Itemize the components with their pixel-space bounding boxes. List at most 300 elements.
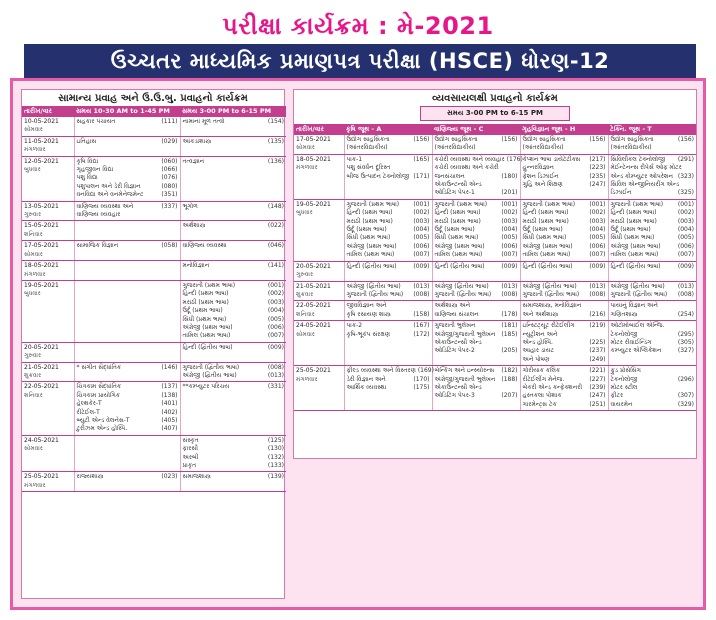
- subject-name: ફારસી: [182, 445, 198, 453]
- schedule-cell: [520, 301, 608, 321]
- subject-code: (007): [677, 251, 694, 259]
- subject-line: [523, 181, 606, 189]
- table-row: [22, 136, 286, 156]
- table-row: [294, 301, 696, 321]
- subject-name: વાણિજ્ય વ્યવહાર: [76, 211, 121, 219]
- subject-name: એકાઉન્ટન્સી એન્ડ: [434, 383, 482, 391]
- subject-name: ઉર્દૂ (પ્રથમ ભાષા): [610, 226, 651, 234]
- subject-code: (227): [589, 375, 606, 383]
- subject-line: [611, 209, 695, 217]
- page-title: પરીક્ષા કાર્યક્રમ : મે-2021: [222, 12, 494, 40]
- subject-code: (182): [501, 367, 518, 375]
- subject-name: કચેરી વ્યવસ્થા અને વ્યવહાર: [434, 155, 505, 163]
- subject-name: મોટર રીવાઈન્ડિંગ: [610, 338, 652, 346]
- subject-name: ઇતિહાસ: [76, 137, 97, 145]
- subject-code: (002): [677, 209, 694, 217]
- schedule-cell: [608, 261, 696, 281]
- schedule-cell: [608, 301, 696, 321]
- schedule-cell: [432, 281, 520, 301]
- subject-code: (002): [413, 209, 430, 217]
- subject-name: હિન્દી (પ્રથમ ભાષા): [522, 209, 569, 217]
- subject-name: ગુજરાતી (દ્વિતીય ભાષા): [434, 290, 492, 298]
- subject-code: (239): [589, 383, 606, 391]
- subject-name: ઉર્દૂ (પ્રથમ ભાષા): [182, 307, 223, 315]
- subject-name: બીજ ઉત્પાદન ટેક્નોલોજી: [346, 172, 410, 180]
- subject-line: [77, 473, 178, 481]
- subject-name: એન્ડ કોમ્પ્યુટર ઓપરેશન: [610, 172, 673, 180]
- subject-code: (002): [267, 290, 284, 298]
- exam-day: શુક્રવાર: [296, 290, 314, 298]
- table-row: [22, 342, 286, 362]
- subject-line: [611, 144, 695, 152]
- subject-code: (013): [267, 371, 284, 379]
- subject-name: હિન્દી (પ્રથમ ભાષા): [182, 290, 229, 298]
- subject-line: [523, 234, 606, 242]
- subject-name: ગોરીયાક કલિક: [522, 367, 561, 375]
- subject-code: [428, 164, 430, 172]
- subject-code: (058): [161, 242, 178, 250]
- subject-name: કૃષિ રસાયણ શાસ્ત્ર: [346, 310, 391, 318]
- subject-line: [523, 376, 606, 384]
- schedule-cell: [74, 362, 180, 382]
- subject-code: (013): [413, 282, 430, 290]
- subject-code: (249): [589, 355, 606, 363]
- subject-line: [523, 291, 606, 299]
- table-row: [294, 321, 696, 366]
- subject-code: [692, 302, 694, 310]
- subject-name: કમ્પ્યુટર એપ્લિકેશન: [610, 347, 662, 355]
- subject-name: જનસંચાલન: [434, 172, 465, 180]
- subject-code: (001): [413, 200, 430, 208]
- subject-code: (169): [417, 367, 434, 375]
- subject-name: વાયરમેન: [610, 400, 633, 408]
- subject-code: (223): [589, 164, 606, 172]
- subject-line: [435, 322, 518, 330]
- subject-name: અંગ્રેજી (દ્વિતીય ભાષા): [522, 282, 577, 290]
- vocational-stream-heading: વ્યવસાયલક્ષી પ્રવાહનો કાર્યક્રમ: [432, 93, 558, 104]
- exam-day: શનિવાર: [24, 391, 43, 399]
- subject-code: [428, 302, 430, 310]
- subject-code: (254): [677, 310, 694, 318]
- subject-line: [611, 234, 695, 242]
- subject-line: [435, 218, 518, 226]
- subject-name: સિવિલ એન્જીનિયરીંગ એન્ડ: [610, 181, 680, 189]
- subject-name: તામિલ (પ્રથમ ભાષા): [182, 332, 231, 340]
- subject-name: અંગ્રેજી/ગુજરાતી ભુલેખન: [434, 375, 496, 383]
- subject-name: રાજ્યશાસ્ત્ર: [76, 473, 104, 481]
- subject-line: [611, 367, 695, 375]
- subject-code: (225): [589, 338, 606, 346]
- subject-code: (165): [413, 155, 430, 163]
- subject-name: જીવવિજ્ઞાન અને: [346, 302, 387, 310]
- subject-code: (080): [161, 182, 178, 190]
- subject-code: (156): [677, 136, 694, 143]
- subject-code: (023): [161, 473, 178, 481]
- subject-name: ફુડ પ્રોસેસિંગ: [610, 367, 641, 375]
- subject-line: [435, 311, 518, 319]
- subject-name: અંગ્રેજી (પ્રથમ ભાષા): [522, 242, 573, 250]
- subject-code: (133): [267, 462, 284, 470]
- subject-line: [611, 347, 695, 355]
- subject-code: (001): [501, 200, 518, 208]
- schedule-cell: [344, 281, 432, 301]
- subject-name: સામાજિક વિજ્ઞાન: [76, 242, 119, 250]
- schedule-cell: [74, 280, 180, 342]
- exam-date: 19-05-2021: [24, 281, 59, 289]
- exam-date: 18-05-2021: [296, 155, 331, 163]
- exam-date: 22-05-2021: [24, 383, 59, 391]
- subject-line: [523, 302, 606, 310]
- subject-name: મનોવિજ્ઞાન: [182, 262, 210, 270]
- subject-code: (009): [413, 262, 430, 270]
- subject-line: [77, 242, 178, 250]
- subject-code: (158): [413, 310, 430, 318]
- subject-line: [611, 331, 695, 339]
- subject-name: સિંધી (પ્રથમ ભાષા): [182, 315, 227, 323]
- subject-line: [523, 339, 606, 347]
- subject-line: [347, 302, 430, 310]
- subject-line: [183, 138, 285, 146]
- subject-name: પશુ વિદ્યા: [76, 174, 98, 182]
- schedule-cell: [344, 199, 432, 261]
- subject-name: ફીટર: [610, 392, 624, 400]
- subject-code: (156): [413, 136, 430, 143]
- subject-line: [611, 263, 695, 271]
- subject-name: સમાજશાસ્ત્ર: [182, 473, 211, 481]
- subject-line: [183, 473, 285, 481]
- subject-name: ટેકનોલોજી: [610, 330, 638, 338]
- subject-code: [516, 302, 518, 310]
- subject-code: (046): [267, 242, 284, 250]
- subject-code: (005): [501, 234, 518, 242]
- subject-name: ગુજરાતી (પ્રથમ ભાષા): [346, 200, 400, 208]
- schedule-cell: [74, 472, 180, 492]
- schedule-cell: [520, 154, 608, 199]
- exam-date: 25-05-2021: [24, 473, 59, 481]
- subject-code: (002): [589, 209, 606, 217]
- subject-line: [183, 445, 285, 453]
- col-date: તારીખ/વાર: [22, 106, 74, 117]
- date-cell: [22, 261, 74, 281]
- subject-code: (154): [267, 118, 284, 125]
- date-cell: [294, 261, 344, 281]
- exam-day: બુધવાર: [24, 290, 41, 298]
- schedule-cell: [608, 135, 696, 154]
- exam-date: 15-05-2021: [24, 222, 59, 230]
- subject-code: (004): [589, 226, 606, 234]
- subject-name: હિન્દી (પ્રથમ ભાષા): [610, 209, 657, 217]
- subject-name: અર્થશાસ્ત્ર અને: [434, 302, 471, 310]
- subject-name: **કમ્પ્યુટર પરિચય: [182, 383, 230, 391]
- subject-line: [77, 138, 178, 146]
- subject-code: [692, 144, 694, 152]
- general-stream-heading: સામાન્ય પ્રવાહ અને ઉ.ઉ.બુ. પ્રવાહનો કાર્યક્રમ: [58, 93, 248, 104]
- subject-code: [516, 164, 518, 172]
- subject-line: [435, 209, 518, 217]
- subject-line: [183, 242, 285, 250]
- subject-code: [604, 144, 606, 152]
- subject-code: (003): [589, 217, 606, 225]
- subject-line: [77, 364, 178, 372]
- subject-line: [183, 316, 285, 324]
- schedule-cell: [432, 261, 520, 281]
- subject-code: (305): [677, 338, 694, 346]
- date-cell: [22, 136, 74, 156]
- subject-name: કેપ્શન ભાષા ડાયેટેટીક્સ: [522, 155, 581, 163]
- subject-line: [347, 201, 430, 209]
- subject-line: [183, 462, 285, 470]
- subject-code: (141): [267, 262, 284, 270]
- exam-date: 13-05-2021: [24, 202, 59, 210]
- subject-line: [347, 173, 430, 181]
- subject-code: (001): [589, 200, 606, 208]
- subject-line: [435, 367, 518, 375]
- schedule-cell: [520, 261, 608, 281]
- date-cell: [294, 321, 344, 366]
- vocational-time-badge: સમય 3-00 PM to 6-15 PM: [420, 106, 570, 121]
- table-row: [294, 261, 696, 281]
- subject-name: ઉર્દૂ (પ્રથમ ભાષા): [434, 226, 475, 234]
- table-row: [22, 221, 286, 241]
- subject-name: ગારમેન્ટ્સ ટેક: [522, 400, 557, 408]
- subject-name: હિન્દી (પ્રથમ ભાષા): [346, 209, 393, 217]
- subject-line: [77, 400, 178, 408]
- subject-code: (217): [589, 155, 606, 163]
- schedule-frame: [10, 78, 706, 610]
- subject-name: તામિલ (પ્રથમ ભાષા): [610, 251, 659, 259]
- subject-name: અને અર્થશાસ્ત્ર: [522, 310, 559, 318]
- table-row: [294, 154, 696, 199]
- schedule-cell: [180, 362, 286, 382]
- subject-name: ઉર્દૂ (પ્રથમ ભાષા): [346, 226, 387, 234]
- table-row: [22, 435, 286, 472]
- subject-line: [435, 189, 518, 197]
- exam-day: સોમવાર: [296, 144, 315, 152]
- subject-name: અંગ્રેજી (પ્રથમ ભાષા): [346, 242, 397, 250]
- subject-name: ચિત્રકામ સૈદ્ધાંતિક: [76, 383, 122, 391]
- subject-line: [611, 401, 695, 409]
- subject-code: (138): [161, 391, 178, 399]
- subject-name: * સંગીત સૈદ્ધાંતિક: [76, 363, 122, 371]
- schedule-cell: [180, 382, 286, 435]
- schedule-cell: [180, 472, 286, 492]
- subject-line: [347, 291, 430, 299]
- exam-day: મંગળવાર: [296, 375, 318, 383]
- exam-date: 18-05-2021: [24, 262, 59, 270]
- exam-day: ગુરુવાર: [24, 352, 42, 360]
- subject-line: [183, 222, 285, 230]
- subject-code: (004): [267, 307, 284, 315]
- exam-date: 21-05-2021: [296, 282, 331, 290]
- schedule-cell: [520, 366, 608, 411]
- subject-code: (008): [267, 363, 284, 371]
- subject-name: આંકડાશાસ્ત્ર: [182, 137, 212, 145]
- subject-line: [435, 173, 518, 181]
- schedule-cell: [74, 117, 180, 136]
- subject-line: [77, 211, 178, 219]
- subject-name: ગુજરાતી (પ્રથમ ભાષા): [434, 200, 488, 208]
- subject-name: મરાઠી (પ્રથમ ભાષા): [522, 217, 569, 225]
- table-row: [22, 201, 286, 221]
- schedule-cell: [432, 135, 520, 154]
- subject-name: સિંધી (પ્રથમ ભાષા): [346, 234, 391, 242]
- exam-banner: ઉચ્ચતર માધ્યમિક પ્રમાણપત્ર પરીક્ષા (HSCE) ધોરણ-12: [24, 44, 696, 78]
- subject-line: [347, 251, 430, 259]
- subject-code: (167): [413, 322, 430, 330]
- subject-code: (216): [589, 310, 606, 318]
- subject-line: [77, 203, 178, 211]
- subject-name: ઓડિટિંગ પેપર-3: [434, 392, 475, 400]
- subject-line: [183, 454, 285, 462]
- schedule-cell: [520, 135, 608, 154]
- subject-line: [347, 234, 430, 242]
- date-cell: [22, 280, 74, 342]
- schedule-cell: [344, 154, 432, 199]
- subject-line: [347, 331, 430, 339]
- schedule-cell: [74, 201, 180, 221]
- subject-name: એન્ડ હોસ્પિ.: [522, 338, 553, 346]
- subject-name: સિંધી (પ્રથમ ભાષા): [522, 234, 567, 242]
- subject-name: બેન્કિંગ અને ઇન્સ્યોરન્સ: [434, 367, 495, 375]
- subject-code: (307): [677, 392, 694, 400]
- subject-line: [523, 356, 606, 364]
- subject-line: [611, 302, 695, 310]
- subject-line: [435, 376, 518, 384]
- subject-code: (295): [677, 330, 694, 338]
- subject-line: [523, 311, 606, 319]
- subject-code: (156): [589, 136, 606, 143]
- subject-name: સિંધી (પ્રથમ ભાષા): [434, 234, 479, 242]
- subject-line: [523, 401, 606, 409]
- subject-name: અર્થશાસ્ત્ર: [182, 222, 206, 230]
- subject-name: ગુજરાતી (દ્વિતીય ભાષા): [522, 290, 580, 298]
- subject-name: અંગ્રેજી (પ્રથમ ભાષા): [182, 323, 233, 331]
- general-stream-panel: [21, 89, 285, 599]
- subject-line: [183, 383, 285, 391]
- col-group-a: કૃષિ જૂથ - A: [344, 124, 432, 135]
- subject-code: (002): [501, 209, 518, 217]
- subject-name: અંગ્રેજી (દ્વિતીય ભાષા): [346, 282, 401, 290]
- exam-day: બુધવાર: [296, 209, 313, 217]
- subject-line: [611, 201, 695, 209]
- subject-name: ઓડિટિંગ પેપર-1: [434, 189, 475, 197]
- schedule-cell: [180, 342, 286, 362]
- subject-line: [77, 174, 178, 182]
- subject-code: (022): [267, 222, 284, 230]
- subject-name: અંગ્રેજી/ગુજરાતી ભુલેખન: [434, 330, 496, 338]
- schedule-cell: [608, 321, 696, 366]
- subject-code: (146): [161, 363, 178, 371]
- subject-code: (009): [677, 262, 694, 270]
- subject-code: (005): [589, 234, 606, 242]
- date-cell: [294, 154, 344, 199]
- subject-line: [523, 156, 606, 164]
- subject-code: (007): [413, 251, 430, 259]
- subject-line: [77, 158, 178, 166]
- subject-line: [523, 144, 606, 152]
- subject-code: (247): [589, 181, 606, 189]
- table-row: [294, 281, 696, 301]
- subject-name: પશુપાલન અને ડેરી વિજ્ઞાન: [76, 182, 141, 190]
- subject-name: ઓટોમોબાઈલ એન્જિ.: [610, 322, 665, 330]
- exam-day: મંગળવાર: [24, 270, 46, 278]
- schedule-cell: [180, 261, 286, 281]
- date-cell: [22, 117, 74, 136]
- schedule-cell: [180, 201, 286, 221]
- subject-name: વાણિજ્ય વ્યવસ્થા: [182, 242, 227, 250]
- subject-code: (136): [267, 157, 284, 165]
- subject-name: એકાઉન્ટન્સી એન્ડ: [434, 338, 482, 346]
- subject-code: (013): [677, 282, 694, 290]
- subject-code: [516, 144, 518, 152]
- subject-line: [435, 263, 518, 271]
- subject-name: રીટેઈલ-T: [76, 408, 100, 416]
- schedule-cell: [432, 154, 523, 199]
- subject-name: બ્યુટી એન્ડ વેલનેસ-T: [76, 417, 130, 424]
- subject-code: (188): [501, 375, 518, 383]
- subject-code: (219): [589, 322, 606, 330]
- subject-code: (005): [413, 234, 430, 242]
- subject-code: (006): [501, 242, 518, 250]
- exam-day: સોમવાર: [24, 126, 43, 134]
- date-cell: [22, 156, 74, 201]
- subject-code: [176, 211, 178, 219]
- subject-code: (135): [267, 137, 284, 145]
- exam-day: બુધવાર: [24, 166, 41, 174]
- subject-name: મરાઠી (પ્રથમ ભાષા): [182, 298, 229, 306]
- subject-code: (181): [501, 322, 518, 330]
- subject-code: (003): [677, 217, 694, 225]
- subject-name: ઉદ્યોગ સાહસિકતા: [610, 136, 654, 143]
- subject-code: (009): [501, 262, 518, 270]
- exam-date: 20-05-2021: [296, 262, 331, 270]
- subject-name: આર્થિક વ્યવસ્થા: [346, 383, 387, 391]
- subject-code: (004): [413, 226, 430, 234]
- subject-line: [183, 437, 285, 445]
- schedule-cell: [432, 366, 520, 411]
- subject-name: હિન્દી (દ્વિતીય ભાષા): [346, 262, 397, 270]
- exam-date: 17-05-2021: [24, 242, 59, 250]
- table-row: [22, 280, 286, 342]
- subject-name: પાયાનું વિજ્ઞાન અને: [610, 302, 658, 310]
- subject-name: ઉદ્યોગ સાહસિકતા: [522, 136, 566, 143]
- subject-name: અંગ્રેજી (પ્રથમ ભાષા): [610, 242, 661, 250]
- subject-name: ઉદ્યોગ સાહસિકતા: [434, 136, 478, 143]
- schedule-cell: [180, 280, 286, 342]
- subject-code: [516, 339, 518, 347]
- subject-name: મેઈન્ટેનન્સ રીપેર્સ ઓફ મોટર: [610, 164, 682, 172]
- schedule-cell: [180, 117, 286, 136]
- subject-line: [183, 118, 285, 126]
- subject-code: (132): [267, 453, 284, 461]
- subject-name: કૃષિ-ભૂકંપ સંરક્ષણ: [346, 330, 390, 338]
- subject-name: પ્રાકૃત: [182, 462, 197, 470]
- general-stream-table: [22, 106, 286, 492]
- table-row: [22, 362, 286, 382]
- subject-code: (008): [589, 290, 606, 298]
- subject-code: (006): [677, 242, 694, 250]
- subject-name: ગુજરાતી (પ્રથમ ભાષા): [522, 200, 576, 208]
- subject-code: (008): [677, 290, 694, 298]
- exam-day: શનિવાર: [24, 230, 43, 238]
- subject-line: [183, 290, 285, 298]
- subject-line: [435, 234, 518, 242]
- subject-name: ડેરી વિજ્ઞાન અને: [346, 375, 386, 383]
- subject-line: [77, 392, 178, 400]
- date-cell: [22, 382, 74, 435]
- subject-name: ગુજરાતી (પ્રથમ ભાષા): [610, 200, 664, 208]
- subject-name: કચેરી વ્યવસ્થા અને કચેરી: [434, 164, 499, 172]
